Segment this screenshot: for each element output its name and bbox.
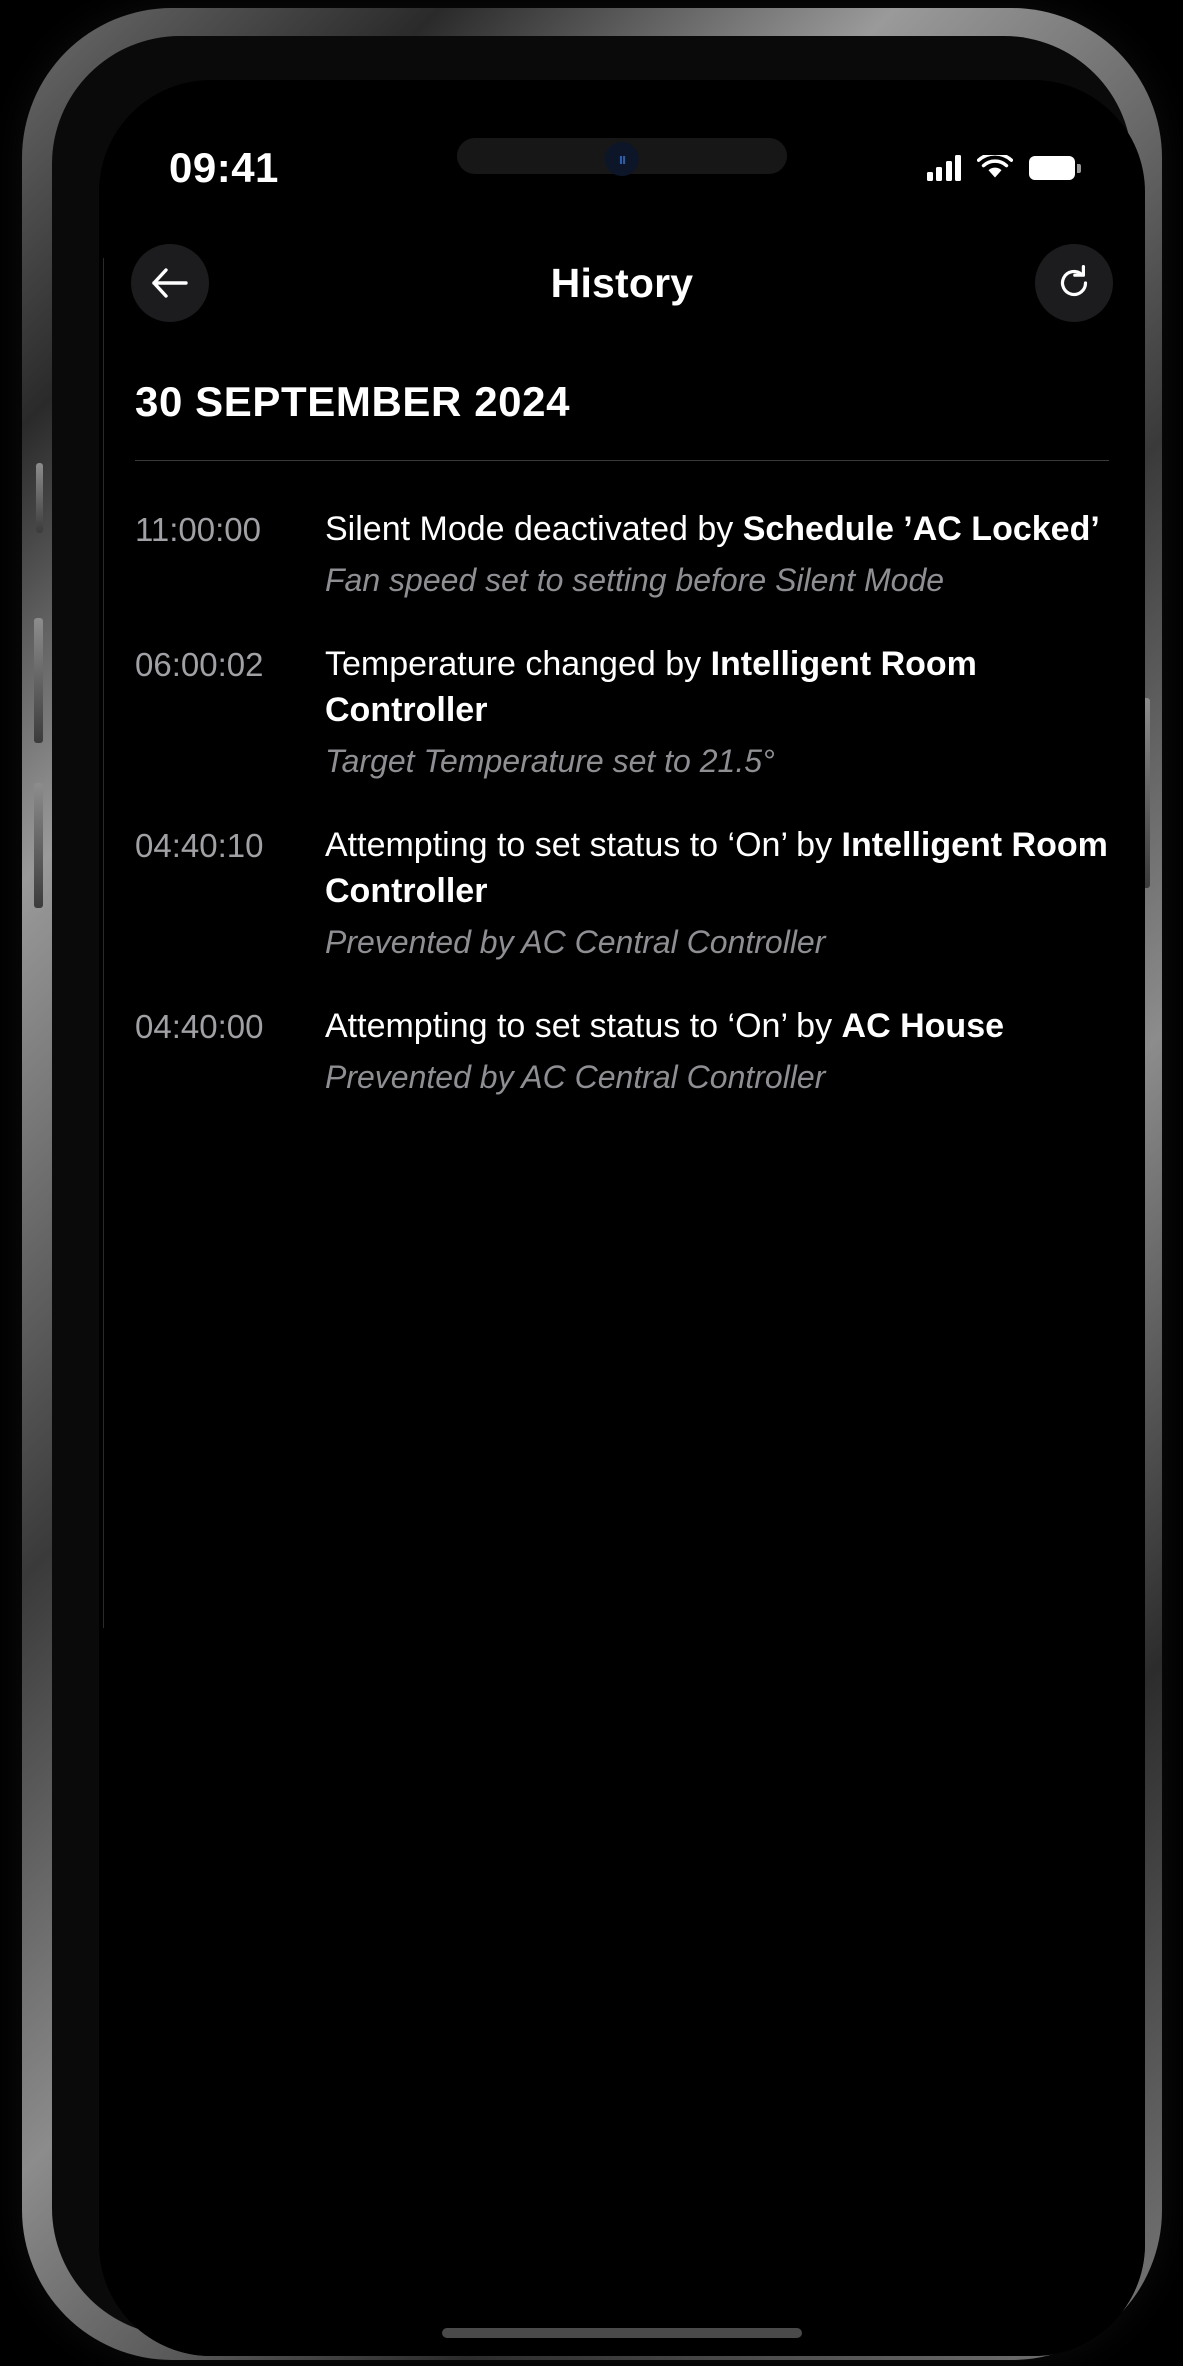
history-entry[interactable] bbox=[135, 618, 1109, 799]
entry-timestamp: 04:40:00 bbox=[135, 1008, 264, 1046]
status-bar bbox=[99, 128, 1145, 208]
date-label: 30 SEPTEMBER 2024 bbox=[135, 378, 571, 425]
entry-subtitle: Fan speed set to setting before Silent Mode bbox=[325, 561, 945, 598]
date-header bbox=[99, 358, 1145, 426]
front-camera-icon: ıı bbox=[605, 142, 639, 176]
entry-timestamp: 11:00:00 bbox=[135, 511, 262, 548]
entry-title-plain: Attempting to set status to ‘On’ by bbox=[325, 1007, 842, 1046]
refresh-icon bbox=[1054, 263, 1094, 303]
history-entry[interactable] bbox=[135, 483, 1109, 618]
battery-icon bbox=[1029, 156, 1075, 180]
phone-frame bbox=[22, 8, 1162, 2360]
history-entry[interactable] bbox=[135, 799, 1109, 980]
history-list bbox=[99, 461, 1145, 1115]
phone-screen bbox=[99, 80, 1145, 2356]
entry-subtitle: Target Temperature set to 21.5° bbox=[325, 742, 775, 779]
status-time: 09:41 bbox=[169, 144, 279, 191]
entry-body bbox=[325, 507, 1109, 602]
entry-body bbox=[325, 823, 1109, 964]
silent-switch[interactable] bbox=[36, 463, 43, 533]
wifi-icon bbox=[977, 155, 1013, 181]
entry-title bbox=[325, 823, 1109, 915]
entry-title-plain: Silent Mode deactivated by bbox=[325, 510, 743, 548]
signal-bars-icon bbox=[927, 155, 962, 181]
app-content bbox=[99, 208, 1145, 2356]
volume-up-button[interactable] bbox=[34, 618, 43, 743]
entry-body bbox=[325, 1004, 1109, 1099]
entry-title bbox=[325, 507, 1109, 553]
home-indicator[interactable] bbox=[442, 2328, 802, 2338]
history-entry[interactable] bbox=[135, 980, 1109, 1115]
entry-title-plain: Attempting to set status to ‘On’ by bbox=[325, 826, 842, 865]
entry-body bbox=[325, 642, 1109, 783]
entry-timestamp: 04:40:10 bbox=[135, 827, 264, 865]
entry-title bbox=[325, 1004, 1109, 1050]
refresh-button[interactable] bbox=[1035, 244, 1113, 322]
status-icons bbox=[927, 155, 1076, 181]
entry-subtitle: Prevented by AC Central Controller bbox=[325, 923, 826, 960]
entry-title-bold: AC House bbox=[841, 1007, 1005, 1046]
entry-title-bold: Intelligent Room Controller bbox=[325, 645, 977, 729]
left-edge-rule bbox=[103, 258, 104, 1628]
volume-down-button[interactable] bbox=[34, 783, 43, 908]
page-title: History bbox=[550, 259, 694, 306]
entry-title-plain: Temperature changed by bbox=[325, 645, 711, 684]
entry-subtitle: Prevented by AC Central Controller bbox=[325, 1058, 826, 1095]
entry-timestamp: 06:00:02 bbox=[135, 646, 264, 684]
navigation-bar bbox=[99, 208, 1145, 358]
back-button[interactable] bbox=[131, 244, 209, 322]
phone-bezel bbox=[52, 36, 1132, 2336]
entry-title-bold: Schedule ’AC Locked’ bbox=[742, 510, 1100, 548]
entry-title bbox=[325, 642, 1109, 734]
arrow-left-icon bbox=[150, 266, 190, 300]
entry-title-bold: Intelligent Room Controller bbox=[325, 826, 1108, 910]
